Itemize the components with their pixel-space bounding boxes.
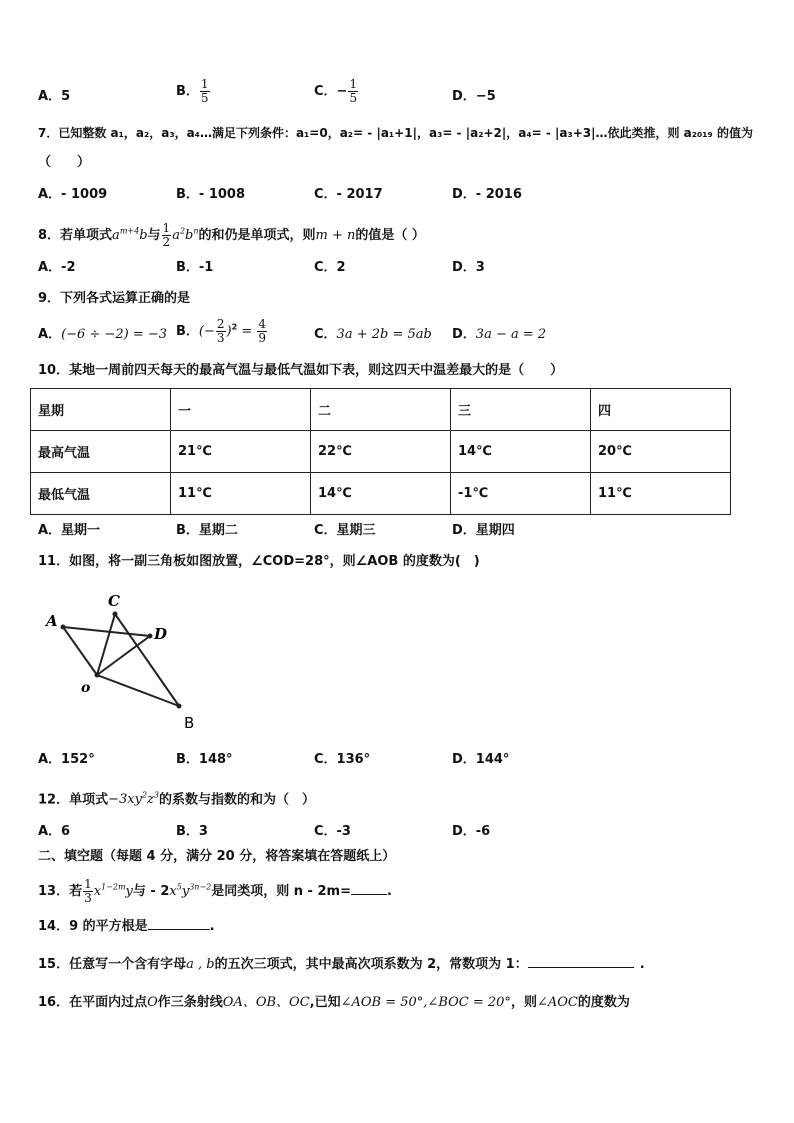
q9-stem: 9．下列各式运算正确的是: [38, 291, 191, 306]
q9-option-b: B．(− $\frac{2}{3}$ )$^2$ = $\frac{4}{9}$: [176, 317, 266, 345]
q10-option-d: D．星期四: [452, 523, 515, 538]
table-cell: 最高气温: [31, 431, 171, 473]
q10-option-c: C．星期三: [314, 523, 376, 538]
q8-stem: 8．若单项式$a^{m+4}b$与 $\frac{1}{2}$ $a^2b^n$的和仍是单项式，则m + n的值是（ ）: [38, 221, 425, 249]
answer-blank[interactable]: [148, 917, 210, 930]
temperature-table: [30, 388, 731, 515]
q8-option-a: A．-2: [38, 260, 76, 275]
q6-option-c: C．− $\frac{1}{5}$: [314, 77, 358, 105]
q8-option-c: C．2: [314, 260, 346, 275]
fraction: $\frac{4}{9}$: [258, 317, 266, 345]
point-d: [148, 634, 153, 639]
q12-option-a: A．6: [38, 824, 71, 839]
q15-stem: 15．任意写一个含有字母a , b的五次三项式，其中最高次项系数为 2，常数项为 1： .: [38, 957, 645, 972]
segment-cb: [115, 614, 179, 706]
table-cell: 14℃: [451, 431, 591, 473]
q10-stem: 10．某地一周前四天每天的最高气温与最低气温如下表，则这四天中温差最大的是（ ）: [38, 363, 564, 378]
table-cell: 11℃: [591, 473, 731, 515]
q8-option-d: D．3: [452, 260, 485, 275]
q7-option-a: A．- 1009: [38, 187, 108, 202]
table-row: [31, 473, 731, 515]
table-cell: 星期: [31, 389, 171, 431]
q10-option-a: A．星期一: [38, 523, 101, 538]
q14-stem: 14．9 的平方根是 .: [38, 919, 215, 934]
section-heading-fill-in: 二、填空题（每题 4 分，满分 20 分，将答案填在答题纸上）: [38, 849, 396, 864]
q12-option-d: D．-6: [452, 824, 491, 839]
table-cell: 三: [451, 389, 591, 431]
fraction: $\frac{2}{3}$: [216, 317, 225, 345]
table-cell: 21℃: [171, 431, 311, 473]
table-cell: 14℃: [311, 473, 451, 515]
label-o: o: [81, 680, 91, 696]
point-c: [113, 612, 118, 617]
segment-do: [97, 636, 150, 675]
label-c: C: [108, 592, 120, 610]
table-cell: 一: [171, 389, 311, 431]
q7-option-d: D．- 2016: [452, 187, 522, 202]
table-cell: 22℃: [311, 431, 451, 473]
q13-stem: 13．若 $\frac{1}{3}$ $x^{1-2m}y$与 - $2x^5y^{3n-2}$是同类项，则 n - 2m= .: [38, 877, 392, 905]
q11-option-a: A．152°: [38, 752, 95, 767]
table-cell: 11℃: [171, 473, 311, 515]
q11-option-b: B．148°: [176, 752, 233, 767]
answer-blank[interactable]: [351, 882, 387, 895]
q6-option-b: B． $\frac{1}{5}$: [176, 77, 209, 105]
q9-option-c: C．3a + 2b = 5ab: [314, 327, 432, 342]
point-a: [61, 625, 66, 630]
q11-option-c: C．136°: [314, 752, 371, 767]
segment-ao: [63, 627, 97, 675]
segment-ob: [97, 675, 179, 706]
point-b: [177, 704, 182, 709]
triangle-figure: [38, 588, 208, 733]
table-cell: 最低气温: [31, 473, 171, 515]
table-cell: 四: [591, 389, 731, 431]
label-b: B: [184, 714, 195, 732]
table-cell: 二: [311, 389, 451, 431]
point-o: [95, 673, 100, 678]
q8-option-b: B．-1: [176, 260, 214, 275]
table-cell: -1℃: [451, 473, 591, 515]
q6-option-a: A．5: [38, 89, 71, 104]
q7-option-b: B．- 1008: [176, 187, 246, 202]
fraction: $\frac{1}{5}$: [200, 77, 209, 105]
fraction: $\frac{1}{3}$: [84, 877, 92, 905]
q12-option-b: B．3: [176, 824, 208, 839]
q6-option-d: D．−5: [452, 89, 496, 104]
q10-option-b: B．星期二: [176, 523, 238, 538]
q9-option-a: A．(−6 ÷ −2) = −3: [38, 327, 168, 342]
q7-stem: 7．已知整数 a₁，a₂，a₃，a₄…满足下列条件：a₁=0，a₂= - |a₁+1|，a₃= - |a₂+2|，a₄= - |a₃+3|…依此类推，则 a₂₀₁₉ 的值为: [38, 126, 753, 140]
q12-stem: 12．单项式$-3xy^2z^3$的系数与指数的和为（ ）: [38, 791, 315, 808]
label-a: A: [46, 612, 58, 630]
label-d: D: [154, 625, 168, 643]
segment-ad: [63, 627, 150, 636]
q11-stem: 11．如图，将一副三角板如图放置，∠COD=28°，则∠AOB 的度数为( ): [38, 554, 480, 569]
answer-blank[interactable]: [528, 955, 634, 968]
fraction: $\frac{1}{5}$: [349, 77, 358, 105]
table-cell: 20℃: [591, 431, 731, 473]
q9-option-d: D．3a − a = 2: [452, 327, 547, 342]
q16-stem: 16．在平面内过点O作三条射线OA、OB、OC,已知∠AOB = 50°,∠BOC = 20°，则∠AOC的度数为: [38, 995, 630, 1010]
q7-option-c: C．- 2017: [314, 187, 383, 202]
q12-option-c: C．-3: [314, 824, 351, 839]
table-row: [31, 389, 731, 431]
fraction: $\frac{1}{2}$: [162, 221, 171, 249]
segment-co: [97, 614, 115, 675]
table-row: [31, 431, 731, 473]
q7-paren: （ ）: [38, 155, 91, 170]
q11-option-d: D．144°: [452, 752, 510, 767]
